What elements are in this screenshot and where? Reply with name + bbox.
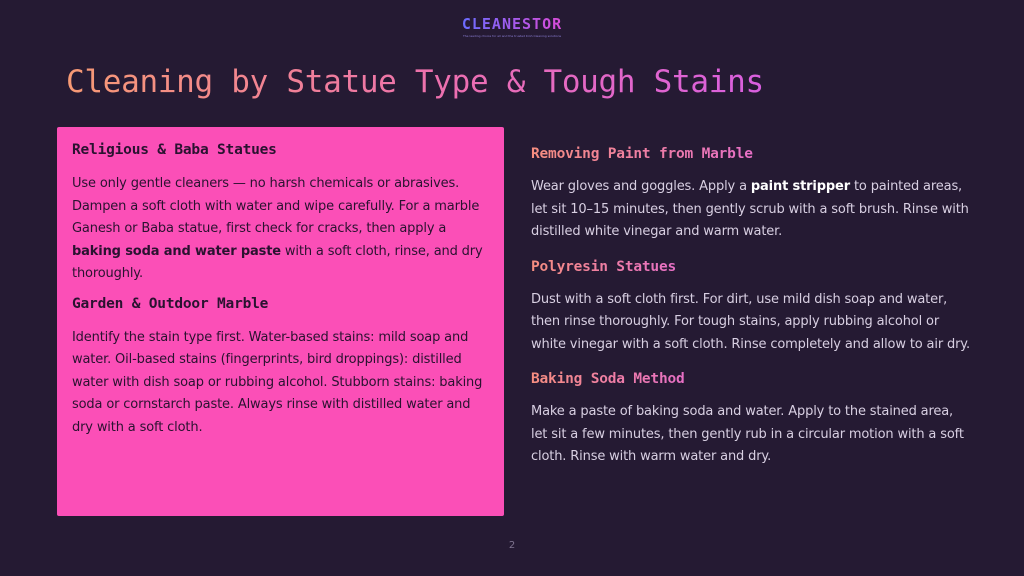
tough-stains-column <box>531 143 971 481</box>
religious-statues-heading: Religious & Baba Statues <box>72 142 277 158</box>
slide-title: Cleaning by Statue Type & Tough Stains <box>66 64 764 100</box>
paint-removal-heading: Removing Paint from Marble <box>531 146 753 162</box>
logo-wordmark: CLEANESTOR <box>461 15 563 33</box>
religious-text-bold: baking soda and water paste <box>72 243 281 259</box>
brand-logo <box>0 14 1024 38</box>
religious-text-end: with a soft cloth, rinse, and dry thoroughly. <box>72 243 483 281</box>
page-number: 2 <box>508 540 516 551</box>
religious-text-start: Use only gentle cleaners — no harsh chemicals or abrasives. Dampen a soft cloth with water and wipe carefully. For a marble Ganesh or Baba statue, first check for cracks, then apply a <box>72 176 480 236</box>
paint-text-bold: paint stripper <box>750 179 850 194</box>
statue-type-card <box>57 127 504 516</box>
paint-text-start: Wear gloves and goggles. Apply a <box>531 179 751 194</box>
paint-text-end: to painted areas, let sit 10–15 minutes, then gently scrub with a soft brush. Rinse with distilled white vinegar and warm water. <box>531 179 969 239</box>
baking-soda-heading: Baking Soda Method <box>531 371 685 387</box>
polyresin-text: Dust with a soft cloth first. For dirt, use mild dish soap and water, then rinse thoroughly. For tough stains, apply rubbing alcohol or white vinegar with a soft cloth. Rinse completely and allow to air dry. <box>531 291 970 352</box>
polyresin-heading: Polyresin Statues <box>531 258 677 275</box>
logo-tagline: The leading choice for all and the trusted Kinh Cleaning solutions <box>462 34 562 38</box>
garden-marble-heading: Garden & Outdoor Marble <box>72 295 269 312</box>
religious-statues-text <box>72 173 488 286</box>
baking-soda-text: Make a paste of baking soda and water. Apply to the stained area, let sit a few minutes, then gently rub in a circular motion with a soft cloth. Rinse with warm water and dry. <box>531 404 964 464</box>
garden-marble-text: Identify the stain type first. Water-based stains: mild soap and water. Oil-based stains (fingerprints, bird droppings): distilled water with dish soap or rubbing alcohol. Stubborn stains: baking soda or cornstarch paste. Always rinse with distilled water and dry with a soft cloth. <box>72 329 483 435</box>
paint-removal-text <box>531 176 971 244</box>
